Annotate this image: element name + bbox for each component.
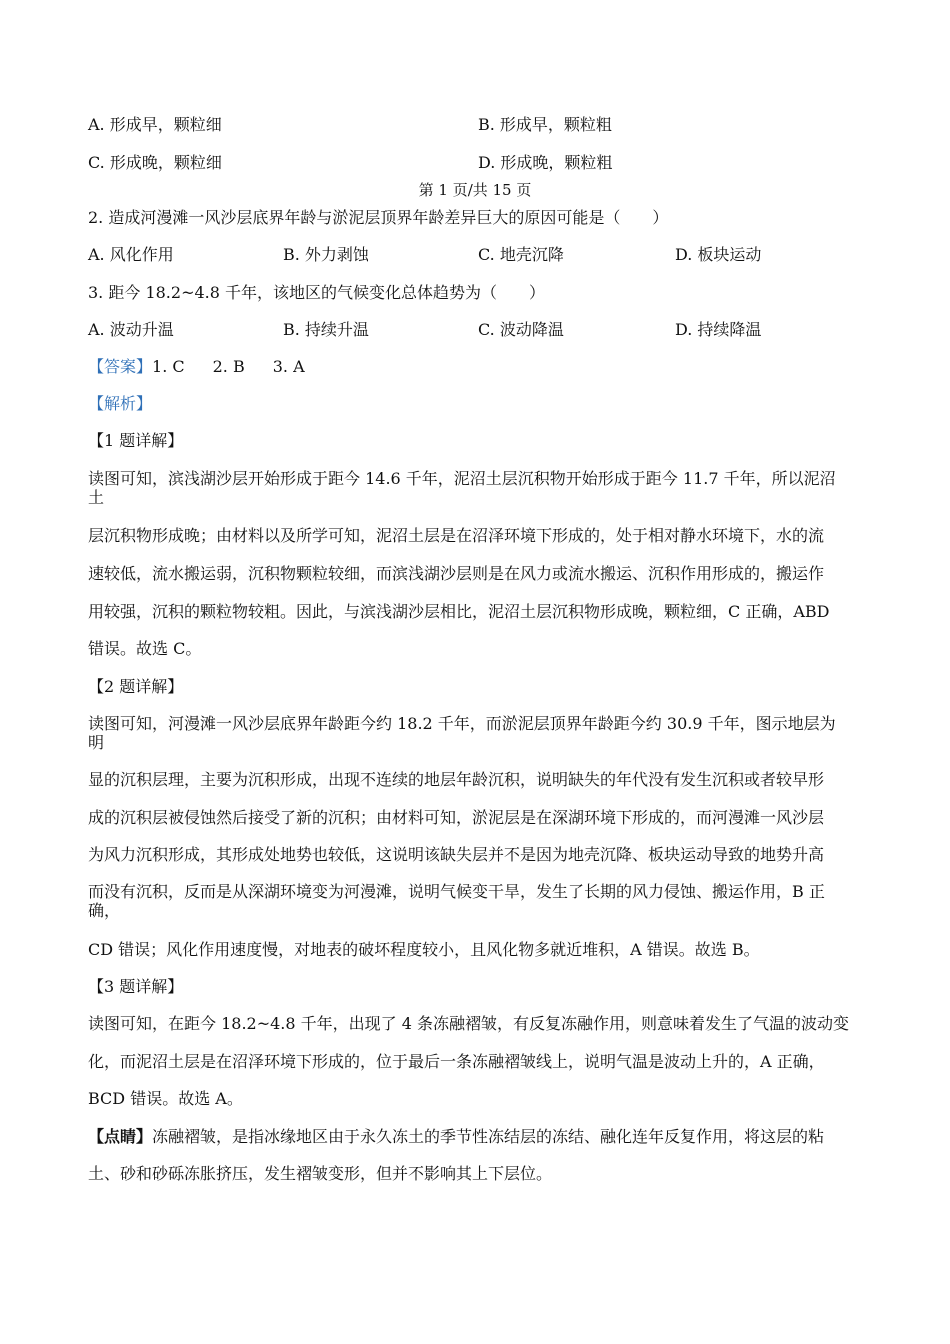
answer-3: 3. A — [272, 357, 305, 376]
detail2-line: 明 — [88, 733, 105, 752]
q3-option-c: C. 波动降温 — [478, 320, 564, 339]
detail1-line: 层沉积物形成晚；由材料以及所学可知，泥沼土层是在沼泽环境下形成的，处于相对静水环境下，水的流 — [88, 526, 825, 545]
detail2-line: 成的沉积层被侵蚀然后接受了新的沉积；由材料可知，淤泥层是在深湖环境下形成的，而河漫滩一风沙层 — [88, 808, 825, 827]
q2-option-b: B. 外力剥蚀 — [283, 245, 369, 264]
detail2-line: 为风力沉积形成，其形成处地势也较低，这说明该缺失层并不是因为地壳沉降、板块运动导致的地势升高 — [88, 845, 825, 864]
q3-stem: 3. 距今 18.2~4.8 千年，该地区的气候变化总体趋势为（ ） — [88, 283, 546, 302]
detail3-heading: 【3 题详解】 — [88, 977, 184, 996]
detail2-line: CD 错误；风化作用速度慢，对地表的破坏程度较小，且风化物多就近堆积，A 错误。故选 B。 — [88, 940, 760, 959]
q1-option-b: B. 形成早，颗粒粗 — [478, 115, 612, 134]
detail3-line: 读图可知，在距今 18.2~4.8 千年，出现了 4 条冻融褶皱，有反复冻融作用，则意味着发生了气温的波动变 — [88, 1014, 850, 1033]
answer-2: 2. B — [212, 357, 245, 376]
q2-stem: 2. 造成河漫滩一风沙层底界年龄与淤泥层顶界年龄差异巨大的原因可能是（ ） — [88, 208, 669, 227]
detail1-line: 用较强，沉积的颗粒物较粗。因此，与滨浅湖沙层相比，泥沼土层沉积物形成晚，颗粒细，C 正确，ABD — [88, 602, 830, 621]
detail2-line: 确， — [88, 901, 121, 920]
detail2-line: 读图可知，河漫滩一风沙层底界年龄距今约 18.2 千年，而淤泥层顶界年龄距今约 30.9 千年，图示地层为 — [88, 714, 836, 733]
detail1-line: 土 — [88, 488, 105, 507]
q3-option-a: A. 波动升温 — [88, 320, 174, 339]
detail2-heading: 【2 题详解】 — [88, 677, 184, 696]
note-text: 冻融褶皱，是指冰缘地区由于永久冻土的季节性冻结层的冻结、融化连年反复作用，将这层的粘 — [152, 1127, 825, 1146]
note-tag: 【点睛】 — [88, 1127, 153, 1146]
q3-option-d: D. 持续降温 — [675, 320, 762, 339]
detail3-line: BCD 错误。故选 A。 — [88, 1089, 243, 1108]
q2-option-c: C. 地壳沉降 — [478, 245, 564, 264]
detail3-line: 化，而泥沼土层是在沼泽环境下形成的，位于最后一条冻融褶皱线上，说明气温是波动上升的，A 正确， — [88, 1052, 825, 1071]
detail1-line: 读图可知，滨浅湖沙层开始形成于距今 14.6 千年，泥沼土层沉积物开始形成于距今 11.7 千年，所以泥沼 — [88, 469, 836, 488]
q1-option-a: A. 形成早，颗粒细 — [88, 115, 222, 134]
q1-option-c: C. 形成晚，颗粒细 — [88, 153, 222, 172]
answer-tag: 【答案】 — [88, 357, 153, 376]
detail1-line: 错误。故选 C。 — [88, 639, 202, 658]
page-footer: 第 1 页/共 15 页 — [418, 181, 532, 199]
q3-option-b: B. 持续升温 — [283, 320, 369, 339]
q1-option-d: D. 形成晚，颗粒粗 — [478, 153, 613, 172]
detail2-line: 而没有沉积，反而是从深湖环境变为河漫滩，说明气候变干旱，发生了长期的风力侵蚀、搬运作用，B 正 — [88, 882, 825, 901]
note-line — [88, 1127, 824, 1147]
note-line: 土、砂和砂砾冻胀挤压，发生褶皱变形，但并不影响其上下层位。 — [88, 1164, 553, 1183]
q2-option-a: A. 风化作用 — [88, 245, 174, 264]
answer-line — [88, 357, 305, 377]
q2-option-d: D. 板块运动 — [675, 245, 762, 264]
detail2-line: 显的沉积层理，主要为沉积形成，出现不连续的地层年龄沉积，说明缺失的年代没有发生沉积或者较早形 — [88, 770, 825, 789]
detail1-heading: 【1 题详解】 — [88, 431, 184, 450]
detail1-line: 速较低，流水搬运弱，沉积物颗粒较细，而滨浅湖沙层则是在风力或流水搬运、沉积作用形成的，搬运作 — [88, 564, 825, 583]
answer-1: 1. C — [152, 357, 185, 376]
analysis-tag: 【解析】 — [88, 394, 153, 413]
